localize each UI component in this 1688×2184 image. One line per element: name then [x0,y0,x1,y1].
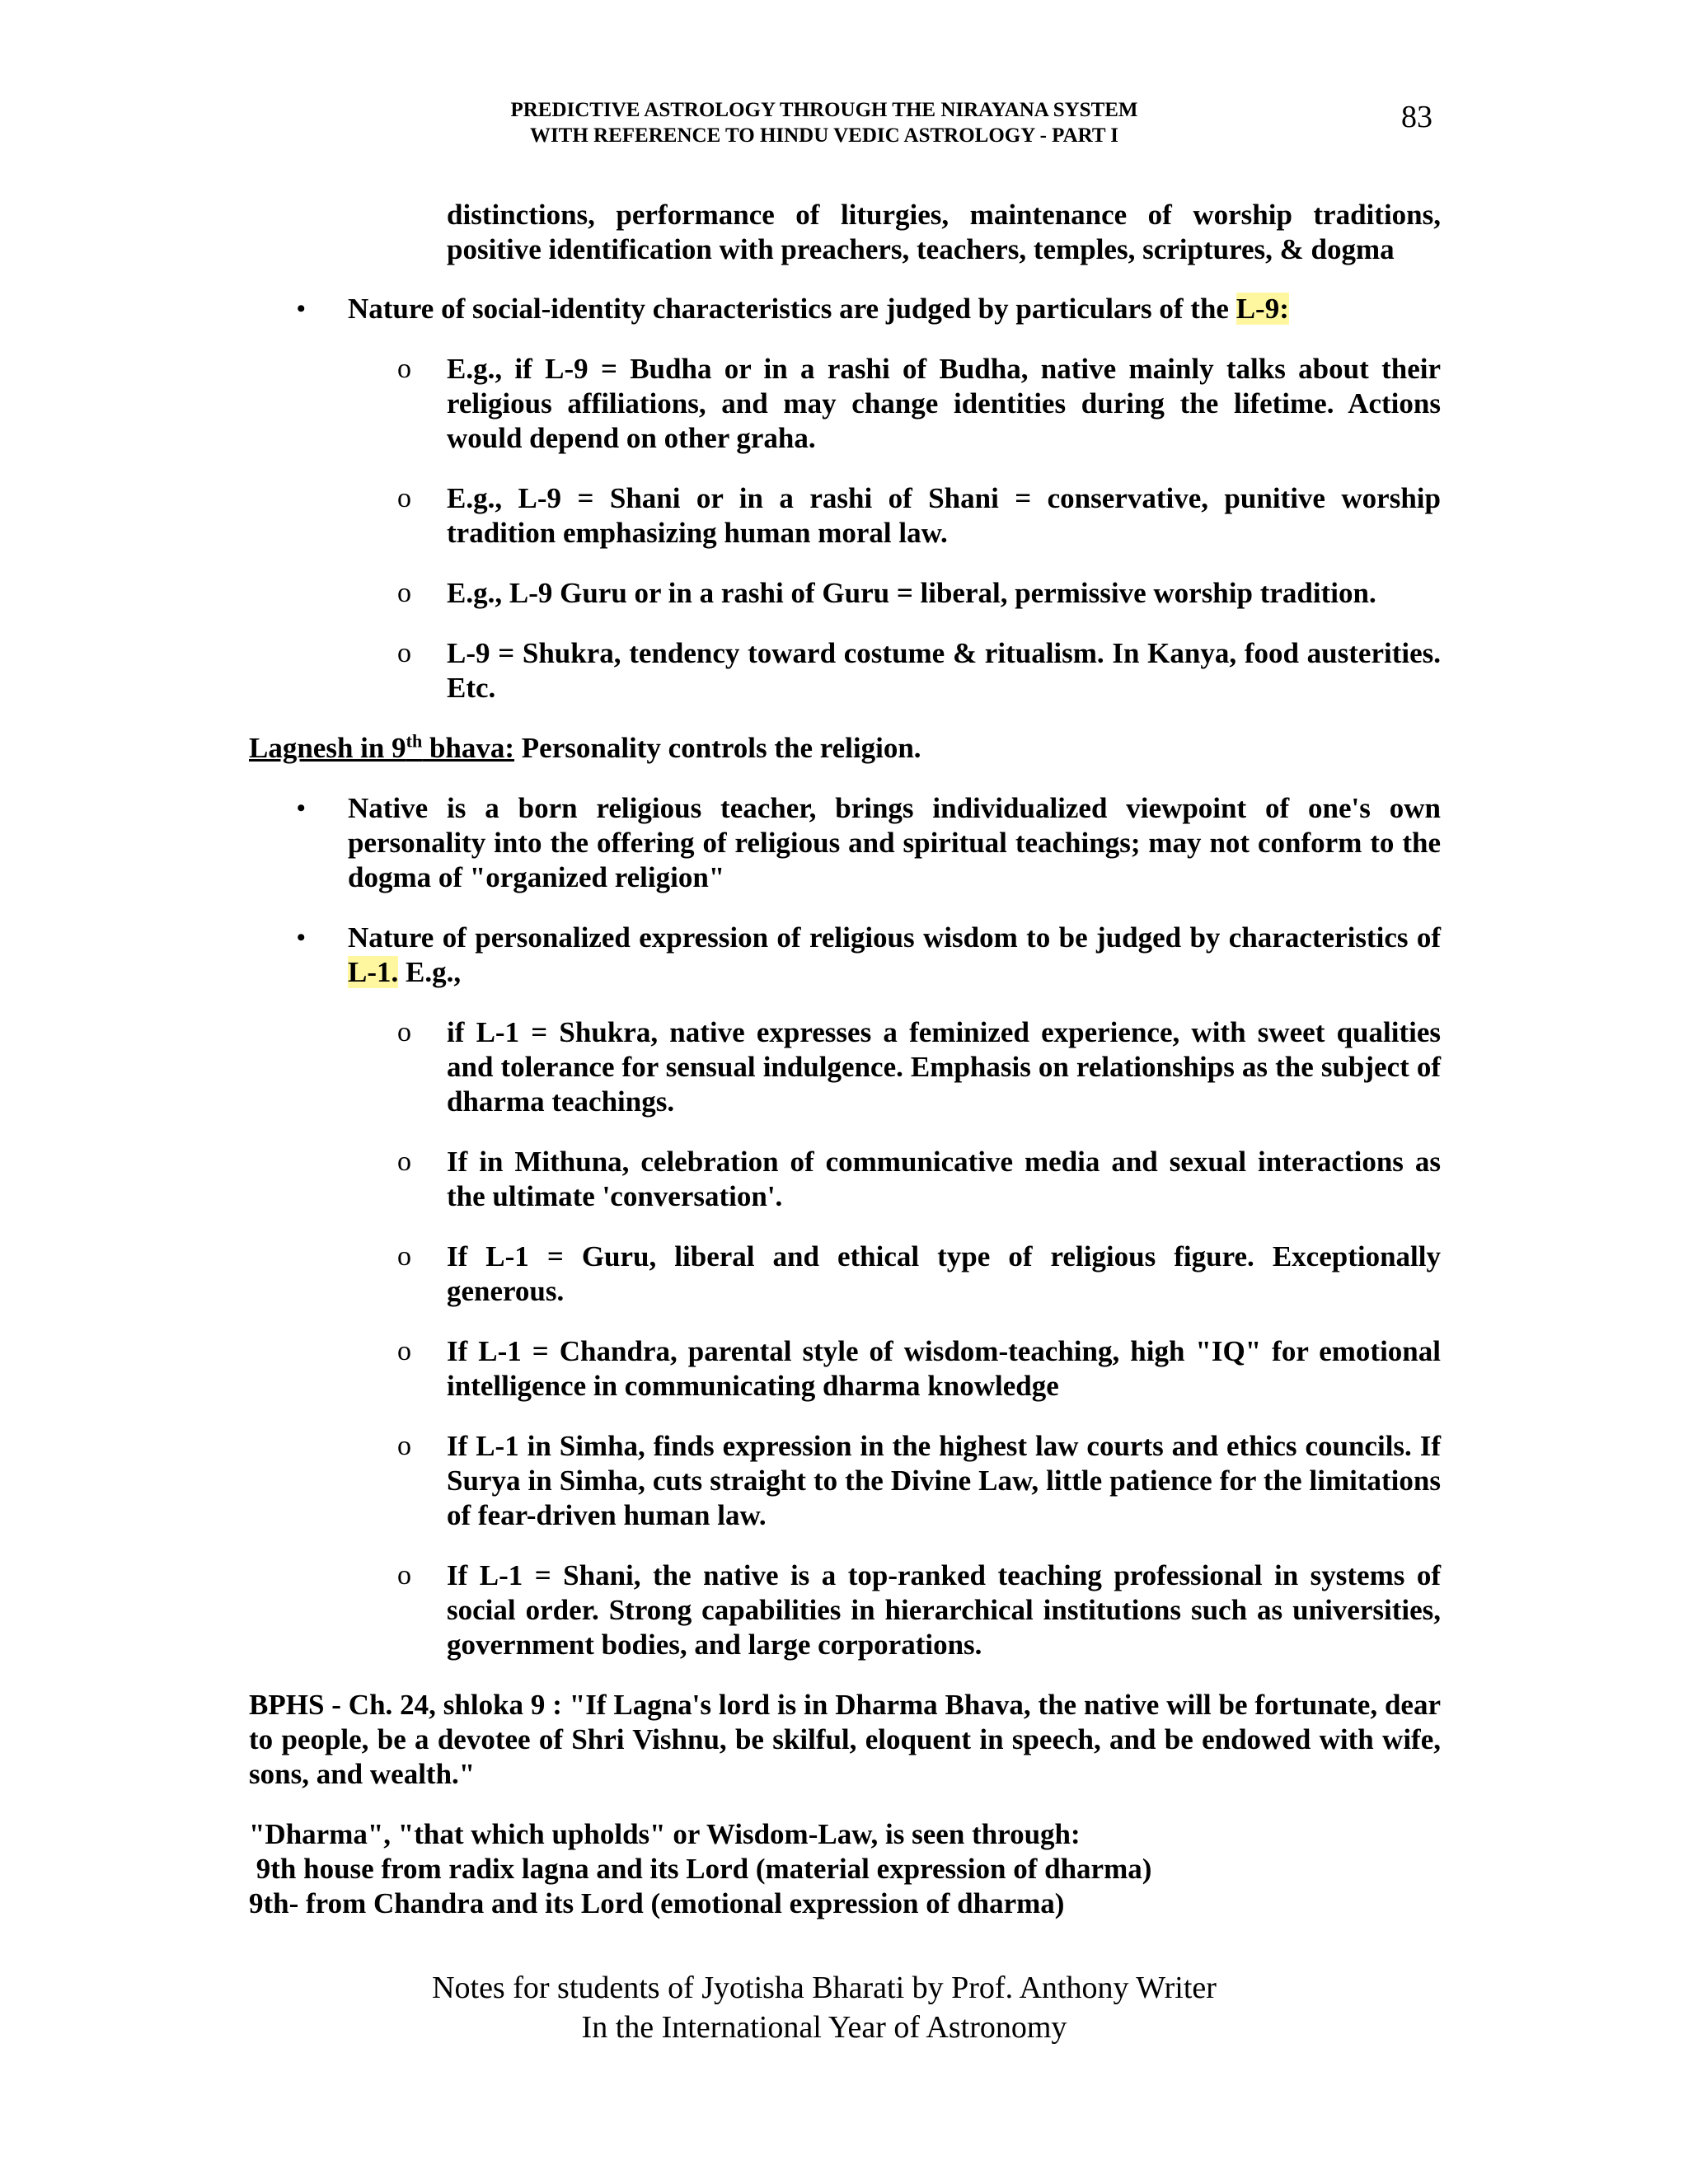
header-line-2: WITH REFERENCE TO HINDU VEDIC ASTROLOGY - PART I [529,124,1119,147]
lagnesh-heading-pre: Lagnesh in 9 [249,732,406,764]
page-footer [247,1968,1401,2047]
highlight-l1: L-1. [348,956,399,988]
bullet-l1 [249,921,1441,990]
l9-item-text: E.g., L-9 = Shani or in a rashi of Shani = conservative, punitive worship tradition emphasizing human moral law. [447,482,1441,549]
header-line-1: PREDICTIVE ASTROLOGY THROUGH THE NIRAYANA SYSTEM [510,99,1138,121]
l9-item-text: E.g., if L-9 = Budha or in a rashi of Budha, native mainly talks about their religious affiliations, and may change identities during the lifetime. Actions would depend on other graha. [447,353,1441,454]
l1-item-text: if L-1 = Shukra, native expresses a feminized experience, with sweet qualities and tolerance for sensual indulgence. Emphasis on relationships as the subject of dharma teachings. [447,1016,1441,1118]
sub-bullet-marker: o [397,1431,411,1461]
bullet-marker: • [297,295,306,322]
bullet-born-teacher-text: Native is a born religious teacher, brings individualized viewpoint of one's own personality into the offering of religious and spiritual teachings; may not conform to the dogma of "organized religion" [348,792,1441,893]
l1-item [249,1558,1441,1662]
lagnesh-heading-sup: th [406,730,423,752]
sub-bullet-marker: o [397,578,411,608]
lagnesh-heading-rest: Personality controls the religion. [514,732,921,764]
l1-item [249,1429,1441,1533]
l1-item [249,1145,1441,1214]
dharma-line-3: 9th- from Chandra and its Lord (emotional expression of dharma) [249,1887,1065,1919]
sub-bullet-marker: o [397,1336,411,1366]
sub-bullet-marker: o [397,1017,411,1047]
sub-bullet-marker: o [397,1241,411,1272]
dharma-line-2: 9th house from radix lagna and its Lord (material expression of dharma) [249,1853,1152,1885]
page-number: 83 [1401,100,1432,134]
bullet-l1-tail: E.g., [398,956,462,988]
bullet-l9-text: Nature of social-identity characteristics are judged by particulars of the [348,293,1236,325]
l1-item-text: If in Mithuna, celebration of communicative media and sexual interactions as the ultimate 'conversation'. [447,1146,1441,1212]
sub-bullet-marker: o [397,1560,411,1591]
lagnesh-heading-underlined [249,732,514,764]
bullet-marker: • [297,794,306,822]
l9-item [249,636,1441,705]
l1-item [249,1334,1441,1404]
l9-item [249,576,1441,611]
bullet-born-teacher [249,791,1441,895]
l1-item-text: If L-1 = Shani, the native is a top-ranked teaching professional in systems of social order. Strong capabilities in hierarchical institutions such as universities, government bodies, and large corporations. [447,1559,1441,1661]
l9-item [249,352,1441,456]
l9-item [249,481,1441,551]
bullet-l1-text: Nature of personalized expression of religious wisdom to be judged by characteristics of [348,921,1441,954]
footer-line-1: Notes for students of Jyotisha Bharati by Prof. Anthony Writer [432,1971,1217,2005]
bullet-marker: • [297,924,306,951]
l1-item [249,1240,1441,1309]
running-header [445,97,1203,148]
l1-item-text: If L-1 in Simha, finds expression in the highest law courts and ethics councils. If Surya in Simha, cuts straight to the Divine Law, little patience for the limitations of fear-driven human law. [447,1430,1441,1531]
bphs-quote: BPHS - Ch. 24, shloka 9 : "If Lagna's lord is in Dharma Bhava, the native will be fortunate, dear to people, be a devotee of Shri Vishnu, be skilful, eloquent in speech, and be endowed with wife, sons, and wealth." [249,1689,1441,1790]
sub-bullet-marker: o [397,354,411,384]
l1-item-text: If L-1 = Chandra, parental style of wisdom-teaching, high "IQ" for emotional intelligence in communicating dharma knowledge [447,1335,1441,1402]
footer-line-2: In the International Year of Astronomy [581,2010,1067,2045]
dharma-line-1: "Dharma", "that which upholds" or Wisdom-Law, is seen through: [249,1818,1081,1850]
bullet-l9 [249,292,1441,326]
lagnesh-heading [249,731,1441,766]
sub-bullet-marker: o [397,483,411,513]
l1-item [249,1015,1441,1119]
highlight-l9: L-9: [1236,293,1289,325]
l9-item-text: L-9 = Shukra, tendency toward costume & ritualism. In Kanya, food austerities. Etc. [447,637,1441,704]
page-body [249,198,1441,1921]
dharma-block [249,1817,1441,1921]
lagnesh-heading-post: bhava: [422,732,515,764]
l1-item-text: If L-1 = Guru, liberal and ethical type of religious figure. Exceptionally generous. [447,1240,1441,1307]
sub-bullet-marker: o [397,638,411,668]
intro-continuation: distinctions, performance of liturgies, maintenance of worship traditions, positive identification with preachers, teachers, temples, scriptures, & dogma [447,199,1441,265]
sub-bullet-marker: o [397,1146,411,1177]
l9-item-text: E.g., L-9 Guru or in a rashi of Guru = liberal, permissive worship tradition. [447,577,1376,609]
